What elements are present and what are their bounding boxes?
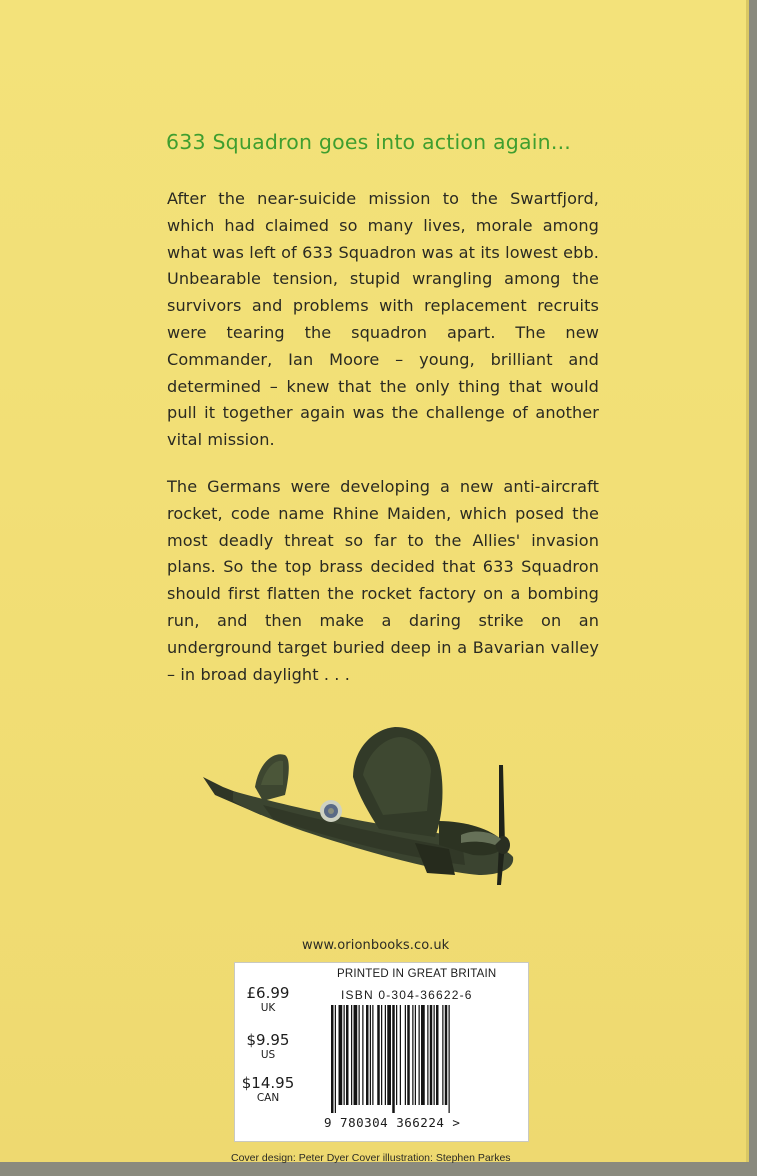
barcode-bar [354, 1005, 358, 1105]
barcode-bar [396, 1005, 397, 1105]
barcode-bar [412, 1005, 413, 1105]
barcode-bar [359, 1005, 360, 1105]
barcode-bar [400, 1005, 401, 1105]
mosquito-aircraft-icon [203, 725, 523, 890]
barcode-bar [407, 1005, 410, 1105]
barcode-bar [442, 1005, 443, 1105]
barcode-bar [366, 1005, 369, 1105]
price-uk [236, 985, 300, 1014]
blurb-paragraph-1: After the near-suicide mission to the Swartfjord, which had claimed so many lives, morale among what was left of 633 Squadron was at its lowest ebb. Unbearable tension, stupid wrangling among the survivors and problems with replacement recruits were tearing the squadron apart. The new Commander, Ian Moore – young, brilliant and determined – knew that the only thing that would pull it together again was the challenge of another vital mission. [167, 189, 599, 450]
barcode-bar [351, 1005, 352, 1105]
price-region: UK [260, 1002, 276, 1014]
cover-credits: Cover design: Peter Dyer Cover illustration: Stephen Parkes [231, 1152, 511, 1164]
tagline-headline: 633 Squadron goes into action again... [166, 130, 572, 154]
barcode-bar [346, 1005, 349, 1105]
barcode-bar [436, 1005, 439, 1105]
publisher-url: www.orionbooks.co.uk [302, 938, 450, 953]
barcode-bar [445, 1005, 448, 1105]
barcode-bar [415, 1005, 416, 1105]
price-amount: £6.99 [246, 984, 290, 1002]
price-can [236, 1075, 300, 1104]
price-amount: $9.95 [246, 1031, 290, 1049]
barcode-bar [392, 1005, 395, 1113]
isbn-label: ISBN 0-304-36622-6 [341, 988, 473, 1002]
barcode-bar [449, 1005, 450, 1113]
barcode-icon [329, 1005, 497, 1113]
barcode-bar [372, 1005, 373, 1105]
printed-in-label: PRINTED IN GREAT BRITAIN [337, 968, 497, 980]
barcode-bar [434, 1005, 435, 1105]
barcode-bar [344, 1005, 345, 1105]
blurb-paragraph-2: The Germans were developing a new anti-aircraft rocket, code name Rhine Maiden, which posed the most deadly threat so far to the Allies' invasion plans. So the top brass decided that 633 Squadron should first flatten the rocket factory on a bombing run, and then make a daring strike on an underground target buried deep in a Bavarian valley – in broad daylight . . . [167, 477, 599, 684]
price-amount: $14.95 [241, 1074, 295, 1092]
barcode-bar [419, 1005, 420, 1105]
barcode-bar [385, 1005, 386, 1105]
barcode-bar [377, 1005, 380, 1105]
barcode-bar [335, 1005, 336, 1113]
barcode-bar [430, 1005, 433, 1105]
barcode-bar [370, 1005, 371, 1105]
barcode-bar [381, 1005, 382, 1105]
barcode-bar [405, 1005, 406, 1105]
price-region: CAN [256, 1092, 280, 1104]
barcode-bar [387, 1005, 391, 1105]
price-region: US [260, 1049, 276, 1061]
price-us [236, 1032, 300, 1061]
barcode-digits: 9 780304 366224 > [324, 1115, 461, 1130]
barcode-bar [427, 1005, 428, 1105]
barcode-bar [339, 1005, 343, 1105]
barcode-bar [362, 1005, 363, 1105]
barcode-bar [331, 1005, 334, 1113]
barcode-bar [421, 1005, 425, 1105]
